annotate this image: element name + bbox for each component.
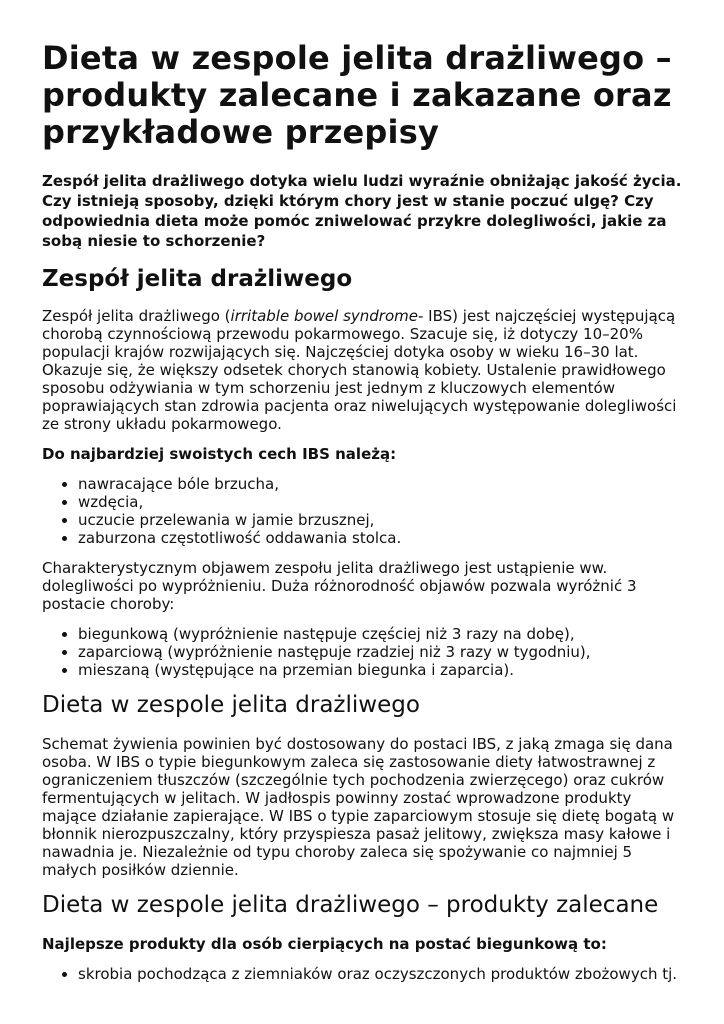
list-item: skrobia pochodząca z ziemniaków oraz oczyszczonych produktów zbożowych tj. <box>78 965 684 983</box>
list-item: nawracające bóle brzucha, <box>78 475 684 493</box>
ibs-intro-text-start: Zespół jelita drażliwego ( <box>42 307 231 325</box>
ibs-features-list <box>42 475 684 547</box>
recommended-subheading: Najlepsze produkty dla osób cierpiących na postać biegunkową to: <box>42 935 607 953</box>
ibs-forms-list <box>42 625 684 679</box>
list-item: biegunkową (wypróżnienie następuje częściej niż 3 razy na dobę), <box>78 625 684 643</box>
ibs-intro-text-end: - IBS) jest najczęściej występującą chorobą czynnościową przewodu pokarmowego. Szacuje się, iż dotyczy 10–20% populacji krajów rozwijających się. Najczęściej dotyka osoby w wieku 16–30 lat. Okazuje się, że większy odsetek chorych stanowią kobiety. Ustalenie prawidłowego sposobu odżywiania w tym schorzeniu jest jednym z kluczowych elementów poprawiających stan zdrowia pacjenta oraz niwelujących występowanie dolegliwości ze strony układu pokarmowego. <box>42 307 677 433</box>
article-title: Dieta w zespole jelita drażliwego – produkty zalecane i zakazane oraz przykładowe przepisy <box>42 39 672 151</box>
list-item: zaparciową (wypróżnienie następuje rzadziej niż 3 razy w tygodniu), <box>78 643 684 661</box>
ibs-english-term: irritable bowel syndrome <box>230 307 418 325</box>
article-lead: Zespół jelita drażliwego dotyka wielu ludzi wyraźnie obniżając jakość życia. Czy istnieją sposoby, dzięki którym chory jest w stanie poczuć ulgę? Czy odpowiednia dieta może pomóc zniwelować przykre dolegliwości, jakie za sobą niesie to schorzenie? <box>42 172 682 250</box>
list-item: zaburzona częstotliwość oddawania stolca. <box>78 529 684 547</box>
ibs-symptoms-paragraph: Charakterystycznym objawem zespołu jelita drażliwego jest ustąpienie ww. dolegliwości po wypróżnieniu. Duża różnorodność objawów pozwala wyróżnić 3 postacie choroby: <box>42 559 637 613</box>
list-item: mieszaną (występujące na przemian biegunka i zaparcia). <box>78 661 684 679</box>
section-heading-ibs: Zespół jelita drażliwego <box>42 266 353 292</box>
recommended-list <box>42 965 684 983</box>
section-heading-recommended: Dieta w zespole jelita drażliwego – produkty zalecane <box>42 892 659 918</box>
ibs-features-heading: Do najbardziej swoistych cech IBS należą: <box>42 445 397 463</box>
ibs-intro-paragraph <box>42 307 684 433</box>
section-heading-diet: Dieta w zespole jelita drażliwego <box>42 692 420 718</box>
diet-paragraph: Schemat żywienia powinien być dostosowany do postaci IBS, z jaką zmaga się dana osoba. W IBS o typie biegunkowym zaleca się zastosowanie diety łatwostrawnej z ograniczeniem tłuszczów (szczególnie tych pochodzenia zwierzęcego) oraz cukrów fermentujących w jelitach. W jadłospis powinny zostać wprowadzone produkty mające działanie zapierające. W IBS o typie zaparciowym stosuje się dietę bogatą w błonnik nierozpuszczalny, który przyspiesza pasaż jelitowy, zwiększa masy kałowe i nawadnia je. Niezależnie od typu choroby zaleca się spożywanie co najmniej 5 małych posiłków dziennie. <box>42 735 675 879</box>
list-item: uczucie przelewania w jamie brzusznej, <box>78 511 684 529</box>
list-item: wzdęcia, <box>78 493 684 511</box>
